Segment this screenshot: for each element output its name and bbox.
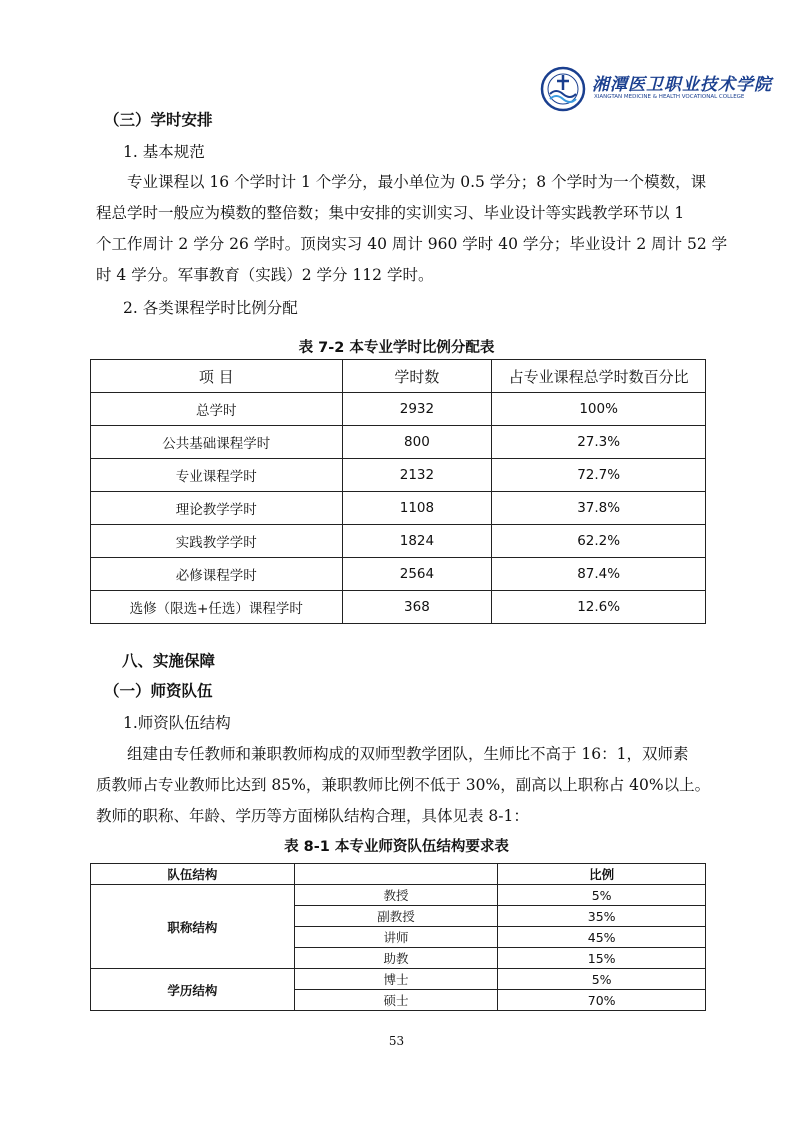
page-number: 53 [388,1034,405,1048]
table-7-2 [90,359,706,624]
table-row [91,885,706,906]
logo-english-name: XIANGTAN MEDICINE & HEALTH VOCATIONAL COLLEGE [594,94,745,100]
table-row [91,492,706,525]
subheading-faculty-structure: 1.师资队伍结构 [123,714,231,732]
subheading-ratio: 2. 各类课程学时比例分配 [123,299,298,317]
table-row [91,393,706,426]
cell-percent: 87.4% [492,558,706,591]
cell-percent: 12.6% [492,591,706,624]
table-7-2-caption: 表 7-2 本专业学时比例分配表 [298,340,495,356]
table-row [91,558,706,591]
paragraph-faculty-structure [96,739,711,832]
subheading-faculty: （一）师资队伍 [104,682,213,700]
cell-category: 助教 [294,948,498,969]
cell-item: 总学时 [91,393,343,426]
cell-hours: 1108 [342,492,492,525]
cell-item: 专业课程学时 [91,459,343,492]
cell-group-title: 学历结构 [91,969,295,1011]
college-emblem-icon [540,66,586,112]
cell-item: 选修（限选+任选）课程学时 [91,591,343,624]
cell-percent: 72.7% [492,459,706,492]
cell-category: 硕士 [294,990,498,1011]
table-header-row [91,864,706,885]
cell-hours: 2564 [342,558,492,591]
cell-ratio: 70% [498,990,706,1011]
table-8-1-caption: 表 8-1 本专业师资队伍结构要求表 [284,839,509,855]
table-header-row [91,360,706,393]
table-row [91,459,706,492]
paragraph-line: 时 4 学分。军事教育（实践）2 学分 112 学时。 [96,266,434,284]
section-heading-schedule: （三）学时安排 [104,111,213,129]
cell-hours: 2132 [342,459,492,492]
table-8-1 [90,863,706,1011]
header-ratio: 比例 [498,864,706,885]
paragraph-line: 教师的职称、年龄、学历等方面梯队结构合理，具体见表 8-1： [96,807,529,825]
paragraph-line: 专业课程以 16 个学时计 1 个学分，最小单位为 0.5 学分；8 个学时为一个模数，课 [127,173,707,191]
cell-percent: 27.3% [492,426,706,459]
header-structure: 队伍结构 [91,864,295,885]
cell-percent: 37.8% [492,492,706,525]
table-row [91,525,706,558]
cell-item: 实践教学学时 [91,525,343,558]
cell-category: 博士 [294,969,498,990]
cell-item: 必修课程学时 [91,558,343,591]
cell-ratio: 5% [498,969,706,990]
cell-group-title: 职称结构 [91,885,295,969]
cell-category: 教授 [294,885,498,906]
table-row [91,591,706,624]
logo-chinese-name: 湘潭医卫职业技术学院 [592,75,772,95]
cell-percent: 100% [492,393,706,426]
cell-hours: 800 [342,426,492,459]
paragraph-line: 质教师占专业教师比达到 85%，兼职教师比例不低于 30%，副高以上职称占 40%以上。 [96,776,711,794]
cell-ratio: 5% [498,885,706,906]
header-hours: 学时数 [342,360,492,393]
cell-ratio: 35% [498,906,706,927]
cell-category: 讲师 [294,927,498,948]
cell-item: 理论教学学时 [91,492,343,525]
table-row [91,426,706,459]
cell-hours: 368 [342,591,492,624]
header-item: 项 目 [91,360,343,393]
section-heading-implementation: 八、实施保障 [122,652,216,670]
header-percent: 占专业课程总学时数百分比 [492,360,706,393]
cell-hours: 1824 [342,525,492,558]
paragraph-line: 个工作周计 2 学分 26 学时。顶岗实习 40 周计 960 学时 40 学分；毕业设计 2 周计 52 学 [96,235,728,253]
subheading-basic-rules: 1. 基本规范 [123,143,205,161]
cell-hours: 2932 [342,393,492,426]
paragraph-basic-rules [96,167,728,291]
paragraph-line: 组建由专任教师和兼职教师构成的双师型教学团队，生师比不高于 16：1，双师素 [127,745,689,763]
cell-ratio: 15% [498,948,706,969]
table-row [91,969,706,990]
cell-item: 公共基础课程学时 [91,426,343,459]
cell-percent: 62.2% [492,525,706,558]
header-blank [294,864,498,885]
paragraph-line: 程总学时一般应为模数的整倍数；集中安排的实训实习、毕业设计等实践教学环节以 1 [96,204,685,222]
college-logo [540,66,772,114]
cell-category: 副教授 [294,906,498,927]
cell-ratio: 45% [498,927,706,948]
